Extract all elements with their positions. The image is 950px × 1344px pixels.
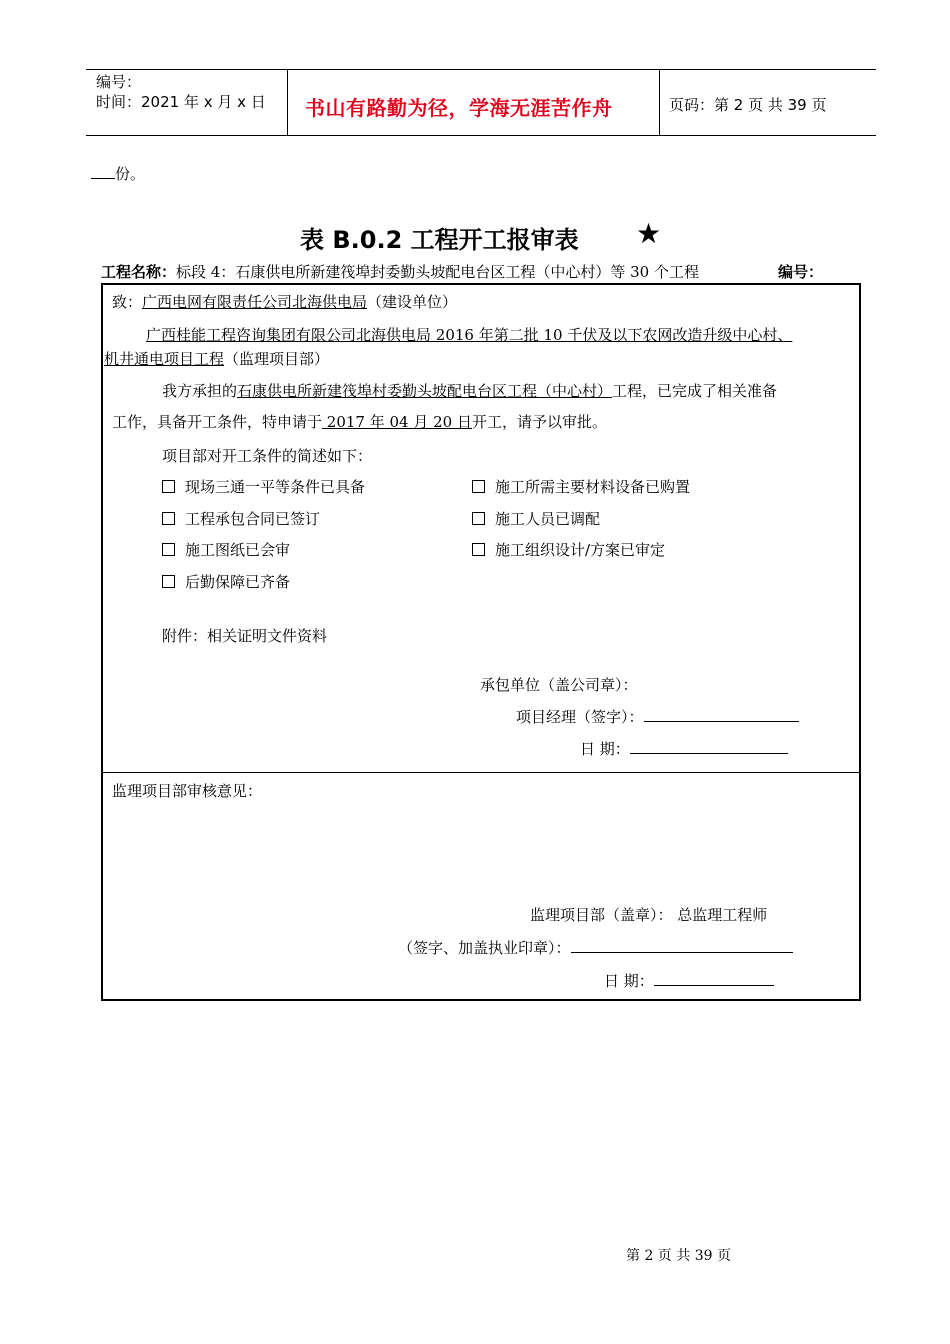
condition-item[interactable]: 施工人员已调配 bbox=[472, 509, 600, 529]
supervisor-project: 机井通电项目工程 bbox=[104, 350, 225, 368]
contractor-seal-label: 承包单位（盖公司章）： bbox=[480, 676, 638, 694]
condition-item[interactable]: 施工组织设计/方案已审定 bbox=[472, 540, 665, 560]
checkbox-icon[interactable] bbox=[472, 543, 485, 556]
supervisor-suffix: （监理项目部） bbox=[224, 350, 330, 368]
body-line-1 bbox=[162, 381, 777, 401]
condition-item[interactable]: 施工图纸已会审 bbox=[162, 540, 290, 560]
body-project: 石康供电所新建筏埠村委勤头坡配电台区工程（中心村） bbox=[237, 382, 613, 400]
copies-blank bbox=[91, 163, 115, 179]
header-page-label: 页码：第 2 页 共 39 页 bbox=[669, 96, 827, 114]
condition-item[interactable]: 后勤保障已齐备 bbox=[162, 572, 290, 592]
start-date: 2017 年 04 月 20 日 bbox=[322, 413, 472, 431]
checkbox-icon[interactable] bbox=[472, 512, 485, 525]
header-divider-left bbox=[287, 69, 288, 136]
body-prefix: 我方承担的 bbox=[162, 382, 238, 400]
copies-suffix: 份。 bbox=[115, 165, 146, 183]
body2-prefix: 工作，具备开工条件，特申请于 bbox=[112, 413, 323, 431]
footer-page-number: 第 2 页 共 39 页 bbox=[626, 1248, 731, 1264]
to-org: 广西电网有限责任公司北海供电局 bbox=[142, 293, 368, 311]
project-name-line bbox=[101, 262, 699, 282]
pm-sign-label: 项目经理（签字）： bbox=[516, 708, 644, 726]
condition-item[interactable]: 现场三通一平等条件已具备 bbox=[162, 477, 365, 497]
pm-sign-field[interactable] bbox=[644, 706, 799, 722]
review-sign-field[interactable] bbox=[571, 937, 793, 953]
date-label: 日 期： bbox=[580, 740, 630, 758]
header-bottom-border bbox=[86, 135, 876, 136]
header-time-label: 时间：2021 年 x 月 x 日 bbox=[96, 93, 266, 111]
form-number-label: 编号： bbox=[778, 263, 824, 281]
form-title: 表 B.0.2 工程开工报审表 bbox=[300, 226, 579, 254]
addressee-line bbox=[112, 292, 457, 312]
to-suffix: （建设单位） bbox=[367, 293, 458, 311]
supervisor-line-2 bbox=[104, 349, 329, 369]
review-date-line bbox=[604, 970, 774, 991]
pre-text bbox=[91, 163, 145, 184]
checkbox-icon[interactable] bbox=[472, 480, 485, 493]
review-seal-label: 监理项目部（盖章）： 总监理工程师 bbox=[530, 906, 768, 924]
review-title: 监理项目部审核意见： bbox=[112, 782, 263, 800]
project-name: 标段 4：石康供电所新建筏埠封委勤头坡配电台区工程（中心村）等 30 个工程 bbox=[176, 263, 699, 281]
star-icon: ★ bbox=[636, 217, 662, 250]
condition-item[interactable]: 施工所需主要材料设备已购置 bbox=[472, 477, 690, 497]
pm-sign-line bbox=[516, 706, 799, 727]
date-line bbox=[580, 738, 788, 759]
attachment-note: 附件：相关证明文件资料 bbox=[162, 627, 328, 645]
project-label: 工程名称： bbox=[101, 263, 177, 281]
header-number-label: 编号： bbox=[96, 73, 142, 91]
checkbox-icon[interactable] bbox=[162, 512, 175, 525]
conditions-intro: 项目部对开工条件的简述如下： bbox=[162, 447, 373, 465]
review-date-label: 日 期： bbox=[604, 972, 654, 990]
checkbox-icon[interactable] bbox=[162, 480, 175, 493]
review-sign-line bbox=[398, 937, 793, 958]
body2-suffix: 开工，请予以审批。 bbox=[471, 413, 607, 431]
condition-item[interactable]: 工程承包合同已签订 bbox=[162, 509, 320, 529]
review-date-field[interactable] bbox=[654, 970, 774, 986]
supervisor-line-1: 广西桂能工程咨询集团有限公司北海供电局 2016 年第二批 10 千伏及以下农网改造升级中心村、 bbox=[146, 326, 793, 344]
header-motto: 书山有路勤为径，学海无涯苦作舟 bbox=[305, 96, 613, 120]
body-line-2 bbox=[112, 412, 607, 432]
form-section-divider bbox=[103, 772, 859, 773]
review-sign-label: （签字、加盖执业印章）： bbox=[398, 939, 571, 957]
header-top-border bbox=[86, 69, 876, 70]
date-field[interactable] bbox=[630, 738, 788, 754]
header-divider-right bbox=[659, 69, 660, 136]
checkbox-icon[interactable] bbox=[162, 575, 175, 588]
checkbox-icon[interactable] bbox=[162, 543, 175, 556]
body-suffix: 工程，已完成了相关准备 bbox=[612, 382, 778, 400]
to-prefix: 致： bbox=[112, 293, 143, 311]
